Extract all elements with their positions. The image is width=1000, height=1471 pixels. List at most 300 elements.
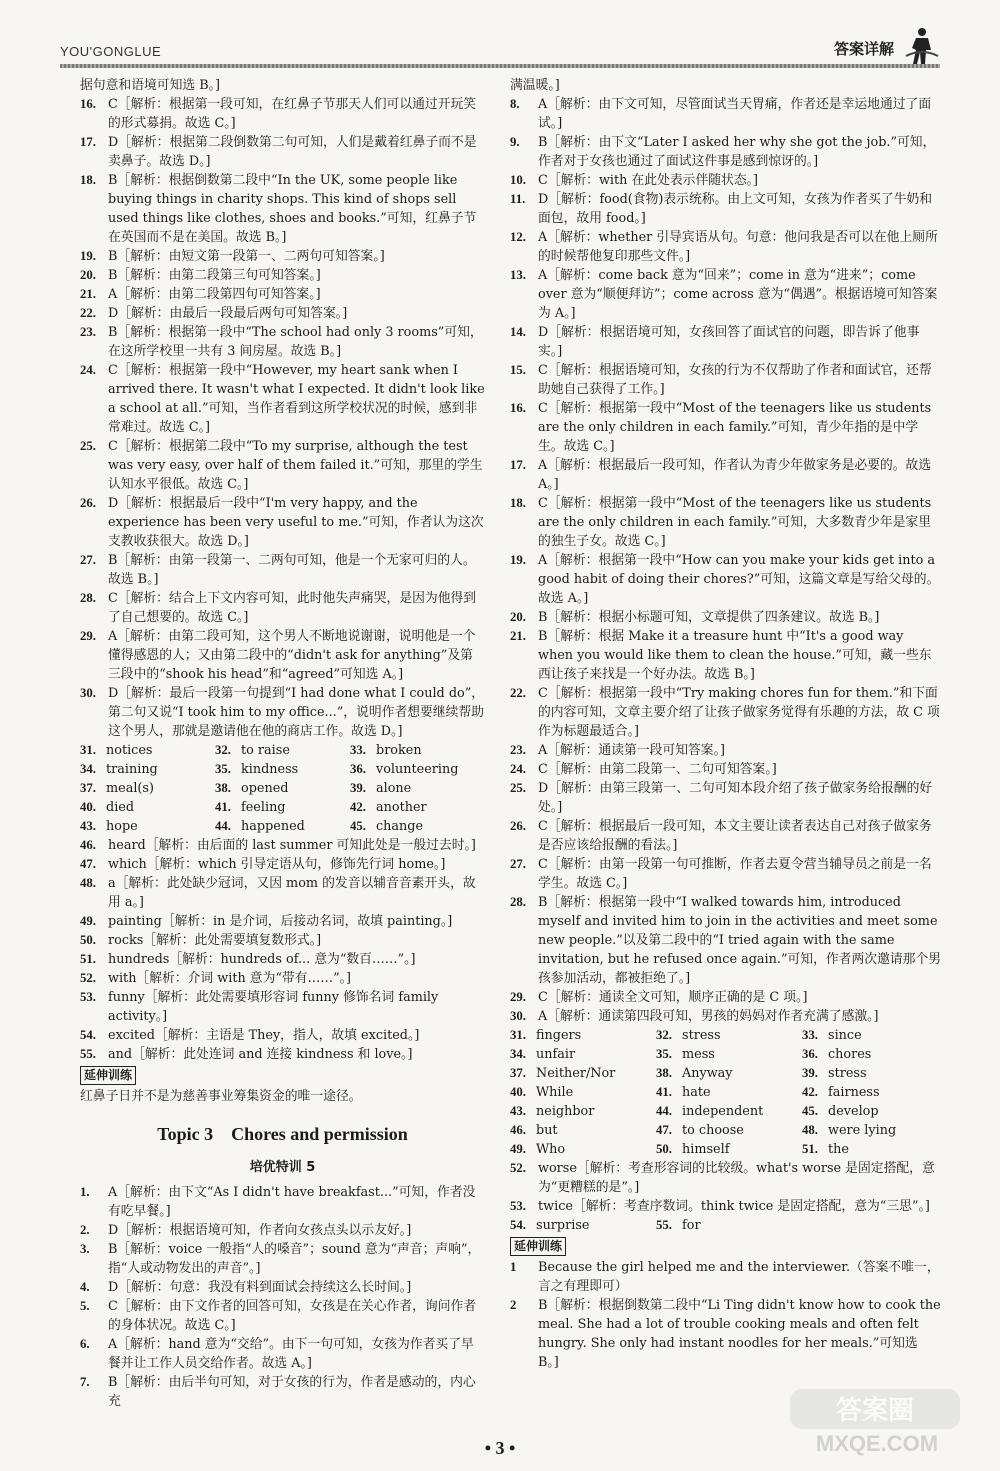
- answer-item: [510, 266, 942, 323]
- answer-item: [80, 988, 485, 1026]
- answer-item: [80, 627, 485, 684]
- item-text: were lying: [828, 1123, 897, 1138]
- item-number: 9.: [510, 135, 520, 149]
- answer-item: [80, 304, 485, 323]
- answer-item: [80, 1183, 485, 1221]
- item-number: 49.: [80, 914, 96, 928]
- grid-answer: [510, 1216, 656, 1235]
- item-number: 1: [510, 1260, 517, 1274]
- item-number: 16.: [80, 97, 96, 111]
- grid-answer: [80, 817, 215, 836]
- item-text: D［解析：由第三段第一、二句可知本段介绍了孩子做家务给报酬的好处。]: [538, 781, 933, 815]
- item-text: hundreds［解析：hundreds of... 意为“数百……”。]: [108, 952, 416, 967]
- item-number: 35.: [215, 762, 231, 776]
- grid-answer: [350, 760, 485, 779]
- grid-answer: [802, 1102, 942, 1121]
- item-number: 24.: [80, 363, 96, 377]
- extension-section: [510, 1235, 942, 1372]
- item-text: meal(s): [106, 781, 154, 796]
- item-text: a［解析：此处缺少冠词，又因 mom 的发音以辅音音素开头，故用 a。]: [108, 876, 476, 910]
- answer-item: [80, 171, 485, 247]
- item-number: 36.: [802, 1047, 818, 1061]
- grid-answer: [802, 1121, 942, 1140]
- item-text: with［解析：介词 with 意为“带有……”。]: [108, 971, 352, 986]
- answer-item: [510, 456, 942, 494]
- item-number: 33.: [802, 1028, 818, 1042]
- item-number: 44.: [656, 1104, 672, 1118]
- grid-answer: [510, 1083, 656, 1102]
- answer-item: [80, 836, 485, 855]
- item-number: 31.: [510, 1028, 526, 1042]
- item-text: While: [536, 1085, 574, 1100]
- item-number: 39.: [350, 781, 366, 795]
- item-number: 42.: [350, 800, 366, 814]
- item-number: 33.: [350, 743, 366, 757]
- item-text: A［解析：由下文可知，尽管面试当天胃痛，作者还是幸运地通过了面试。]: [538, 97, 932, 131]
- item-text: D［解析：最后一段第一句提到“I had done what I could do”，第二句又说“I took him to my office...”，说明作者想要继续帮助这个男人，那就是邀请他在他的商店工作。故选 D。]: [108, 686, 485, 739]
- grid-answer: [802, 1140, 942, 1159]
- extension-section: [80, 1064, 485, 1106]
- grid-answer: [350, 798, 485, 817]
- item-number: 27.: [80, 553, 96, 567]
- item-text: to choose: [682, 1123, 744, 1138]
- item-text: C［解析：根据第二段中“To my surprise, although the test was very easy, over half of them failed it.”可知，那里的学生认知水平很低。故选 C。]: [108, 439, 483, 492]
- item-number: 21.: [80, 287, 96, 301]
- grid-answer: [510, 1121, 656, 1140]
- item-number: 6.: [80, 1337, 90, 1351]
- item-number: 44.: [215, 819, 231, 833]
- item-text: C［解析：根据第一段可知，在红鼻子节那天人们可以通过开玩笑的形式募捐。故选 C。]: [108, 97, 477, 131]
- item-text: B［解析：由下文“Later I asked her why she got the job.”可知，作者对于女孩也通过了面试这件事是感到惊讶的。]: [538, 135, 936, 169]
- item-text: twice［解析：考查序数词。think twice 是固定搭配，意为“三思”。]: [538, 1199, 930, 1214]
- item-number: 18.: [510, 496, 526, 510]
- answer-item: [80, 133, 485, 171]
- item-number: 25.: [80, 439, 96, 453]
- item-text: worse［解析：考查形容词的比较级。what's worse 是固定搭配，意为“更糟糕的是”。]: [538, 1161, 935, 1195]
- answer-list: [510, 76, 942, 1026]
- item-number: 54.: [80, 1028, 96, 1042]
- item-text: stress: [828, 1066, 867, 1081]
- answer-item: [80, 1335, 485, 1373]
- item-text: hate: [682, 1085, 711, 1100]
- item-text: Because the girl helped me and the interviewer.（答案不唯一，言之有理即可）: [538, 1260, 940, 1294]
- item-text: another: [376, 800, 427, 815]
- item-number: 4.: [80, 1280, 90, 1294]
- item-text: A［解析：通读第四段可知，男孩的妈妈对作者充满了感激。]: [538, 1009, 879, 1024]
- item-number: 15.: [510, 363, 526, 377]
- item-number: 43.: [510, 1104, 526, 1118]
- item-number: 53.: [80, 990, 96, 1004]
- answer-item: [80, 1297, 485, 1335]
- item-number: 29.: [510, 990, 526, 1004]
- answer-item: [510, 988, 942, 1007]
- grid-answer: [80, 779, 215, 798]
- item-number: 34.: [80, 762, 96, 776]
- answer-item: [80, 1240, 485, 1278]
- item-text: surprise: [536, 1218, 590, 1233]
- item-number: 20.: [510, 610, 526, 624]
- item-number: 22.: [510, 686, 526, 700]
- item-text: 满温暖。]: [510, 78, 560, 93]
- item-text: alone: [376, 781, 412, 796]
- item-text: C［解析：通读全文可知，顺序正确的是 C 项。]: [538, 990, 808, 1005]
- item-number: 19.: [80, 249, 96, 263]
- item-number: 21.: [510, 629, 526, 643]
- item-number: 22.: [80, 306, 96, 320]
- grid-answer: [215, 779, 350, 798]
- item-number: 48.: [802, 1123, 818, 1137]
- grid-answer: [802, 1026, 942, 1045]
- item-number: 10.: [510, 173, 526, 187]
- item-text: C［解析：with 在此处表示伴随状态。]: [538, 173, 759, 188]
- item-text: C［解析：由第二段第一、二句可知答案。]: [538, 762, 777, 777]
- answer-item: [80, 1026, 485, 1045]
- item-number: 23.: [80, 325, 96, 339]
- item-text: change: [376, 819, 424, 834]
- runner-logo-icon: [904, 26, 940, 66]
- item-text: A［解析：由下文“As I didn't have breakfast...”可知，作者没有吃早餐。]: [108, 1185, 476, 1219]
- item-text: volunteering: [376, 762, 459, 777]
- answer-item: [80, 494, 485, 551]
- item-number: 35.: [656, 1047, 672, 1061]
- item-number: 45.: [802, 1104, 818, 1118]
- grid-answer: [215, 760, 350, 779]
- item-number: 40.: [510, 1085, 526, 1099]
- item-text: B［解析：根据第一段中“The school had only 3 rooms”可知，在这所学校里一共有 3 间房屋。故选 B。]: [108, 325, 483, 359]
- item-text: C［解析：根据最后一段可知，本文主要让读者表达自己对孩子做家务是否应该给报酬的看法。]: [538, 819, 932, 853]
- item-number: 3.: [80, 1242, 90, 1256]
- answer-list: [80, 76, 485, 741]
- item-text: and［解析：此处连词 and 连接 kindness 和 love。]: [108, 1047, 413, 1062]
- item-number: 55.: [80, 1047, 96, 1061]
- answer-list: [510, 1159, 942, 1216]
- item-text: which［解析：which 引导定语从句，修饰先行词 home。]: [108, 857, 446, 872]
- item-number: 47.: [656, 1123, 672, 1137]
- answer-item: [80, 855, 485, 874]
- item-number: 51.: [80, 952, 96, 966]
- answer-item: [80, 1221, 485, 1240]
- item-number: 17.: [510, 458, 526, 472]
- item-text: A［解析：whether 引导宾语从句。句意：他问我是否可以在他上厕所的时候帮他复印那些文件。]: [538, 230, 938, 264]
- item-number: 38.: [215, 781, 231, 795]
- item-number: 34.: [510, 1047, 526, 1061]
- answer-item: [510, 228, 942, 266]
- item-text: unfair: [536, 1047, 576, 1062]
- item-text: B［解析：根据倒数第二段中“Li Ting didn't know how to cook the meal. She had a lot of trouble cooking meals and often felt hungry. She only had instant noodles for her meals.”可知选 B。]: [538, 1298, 941, 1370]
- answer-grid: [510, 1026, 942, 1159]
- grid-answer: [510, 1045, 656, 1064]
- answer-item: [510, 399, 942, 456]
- item-number: 49.: [510, 1142, 526, 1156]
- answer-item: [510, 817, 942, 855]
- page-number: • 3 •: [484, 1438, 516, 1458]
- item-number: 37.: [80, 781, 96, 795]
- item-text: broken: [376, 743, 422, 758]
- item-number: 20.: [80, 268, 96, 282]
- item-text: D［解析：根据最后一段中“I'm very happy, and the experience has been very useful to me.”可知，作者认为这次支教收获很大。故选 D。]: [108, 496, 484, 549]
- item-number: 40.: [80, 800, 96, 814]
- item-text: died: [106, 800, 135, 815]
- page-header: [60, 30, 940, 68]
- grid-answer: [80, 798, 215, 817]
- extension-label: 延伸训练: [80, 1066, 136, 1085]
- item-number: 19.: [510, 553, 526, 567]
- answer-item: [80, 551, 485, 589]
- item-text: Neither/Nor: [536, 1066, 616, 1081]
- topic-subtitle: 培优特训 5: [249, 1160, 316, 1175]
- header-title: 答案详解: [833, 40, 894, 58]
- extension-list: [510, 1258, 942, 1372]
- item-text: hope: [106, 819, 138, 834]
- grid-answer: [80, 760, 215, 779]
- grid-answer: [510, 1064, 656, 1083]
- item-number: 54.: [510, 1218, 526, 1232]
- item-text: A［解析：come back 意为“回来”；come in 意为“进来”；come over 意为“顺便拜访”；come across 意为“偶遇”。根据语境可知答案为 A。]: [538, 268, 938, 321]
- grid-answer: [656, 1083, 802, 1102]
- item-text: A［解析：根据第一段中“How can you make your kids get into a good habit of doing their chores?”可知，这篇文章是写给父母的。故选 A。]: [538, 553, 940, 606]
- item-text: since: [828, 1028, 862, 1043]
- item-text: 据句意和语境可知选 B。]: [80, 78, 221, 93]
- item-number: 36.: [350, 762, 366, 776]
- item-number: 30.: [80, 686, 96, 700]
- item-text: Who: [536, 1142, 566, 1157]
- item-number: 31.: [80, 743, 96, 757]
- item-text: training: [106, 762, 158, 777]
- brand-text: YOU'GONGLUE: [60, 44, 162, 59]
- left-column: [80, 76, 485, 1411]
- item-text: B［解析：由后半句可知，对于女孩的行为，作者是感动的，内心充: [108, 1375, 476, 1409]
- answer-item: [510, 893, 942, 988]
- item-number: 2.: [80, 1223, 90, 1237]
- item-text: B［解析：根据倒数第二段中“In the UK, some people like buying things in charity shops. This kind of shops sell used things like clothes, shoes and books.”可知，红鼻子节在英国而不是在美国。故选 B。]: [108, 173, 477, 245]
- item-number: 48.: [80, 876, 96, 890]
- answer-item: [510, 323, 942, 361]
- item-number: 7.: [80, 1375, 90, 1389]
- answer-item: [510, 627, 942, 684]
- item-text: for: [682, 1218, 701, 1233]
- item-text: D［解析：由最后一段最后两句可知答案。]: [108, 306, 348, 321]
- item-number: 38.: [656, 1066, 672, 1080]
- grid-answer: [80, 741, 215, 760]
- item-number: 37.: [510, 1066, 526, 1080]
- item-text: C［解析：根据第一段中“Most of the teenagers like us students are the only children in each family.”可知，青少年指的是中学生。故选 C。]: [538, 401, 932, 454]
- right-column: [510, 76, 942, 1372]
- item-number: 52.: [80, 971, 96, 985]
- answer-item: [80, 874, 485, 912]
- answer-item: [510, 171, 942, 190]
- item-number: 27.: [510, 857, 526, 871]
- answer-item: [80, 589, 485, 627]
- item-number: 24.: [510, 762, 526, 776]
- item-text: D［解析：根据第二段倒数第二句可知，人们是戴着红鼻子而不是卖鼻子。故选 D。]: [108, 135, 477, 169]
- item-text: A［解析：由第二段可知，这个男人不断地说谢谢，说明他是一个懂得感恩的人；又由第二段中的“didn't ask for anything”及第三段中的“shook his head”和“agreed”可知选 A。]: [108, 629, 476, 682]
- item-number: 32.: [656, 1028, 672, 1042]
- answer-item: [510, 361, 942, 399]
- item-text: Anyway: [682, 1066, 733, 1081]
- answer-item: [510, 76, 942, 95]
- item-text: C［解析：结合上下文内容可知，此时他失声痛哭，是因为他得到了自己想要的。故选 C。]: [108, 591, 477, 625]
- item-text: B［解析：根据第一段中“I walked towards him, introduced myself and invited him to join in the activities and meet some new people.”以及第二段中的“I tried again with the same invitation, but he refused once again.”可知，作者两次邀请那个男孩参加活动，都被拒绝了。]: [538, 895, 942, 986]
- item-number: 42.: [802, 1085, 818, 1099]
- item-number: 41.: [656, 1085, 672, 1099]
- answer-item: [80, 1373, 485, 1411]
- answer-item: [80, 285, 485, 304]
- item-number: 8.: [510, 97, 520, 111]
- grid-answer: [656, 1216, 802, 1235]
- extension-text: 红鼻子日并不是为慈善事业筹集资金的唯一途径。: [80, 1089, 362, 1104]
- item-text: D［解析：food(食物)表示统称。由上文可知，女孩为作者买了牛奶和面包，故用 food。]: [538, 192, 933, 226]
- answer-grid: [510, 1216, 942, 1235]
- item-text: C［解析：根据语境可知，女孩的行为不仅帮助了作者和面试官，还帮助她自己获得了工作。]: [538, 363, 932, 397]
- item-number: 55.: [656, 1218, 672, 1232]
- item-text: A［解析：通读第一段可知答案。]: [538, 743, 725, 758]
- item-text: D［解析：根据语境可知，作者向女孩点头以示友好。]: [108, 1223, 412, 1238]
- item-text: opened: [241, 781, 289, 796]
- answer-item: [510, 1007, 942, 1026]
- item-text: excited［解析：主语是 They，指人，故填 excited。]: [108, 1028, 420, 1043]
- item-number: 25.: [510, 781, 526, 795]
- grid-answer: [510, 1026, 656, 1045]
- answer-item: [80, 361, 485, 437]
- item-number: 29.: [80, 629, 96, 643]
- item-text: independent: [682, 1104, 764, 1119]
- item-number: 32.: [215, 743, 231, 757]
- grid-answer: [656, 1064, 802, 1083]
- item-number: 46.: [80, 838, 96, 852]
- answer-item: [510, 855, 942, 893]
- grid-answer: [510, 1140, 656, 1159]
- answer-item: [80, 969, 485, 988]
- item-number: 12.: [510, 230, 526, 244]
- item-number: 1.: [80, 1185, 90, 1199]
- item-text: funny［解析：此处需要填形容词 funny 修饰名词 family activity。]: [108, 990, 439, 1024]
- item-text: B［解析：根据 Make it a treasure hunt 中“It's a good way when you would like them to clean the house.”可知，藏一些东西让孩子来找是一个好办法。故选 B。]: [538, 629, 932, 682]
- extension-label: 延伸训练: [510, 1237, 566, 1256]
- item-number: 17.: [80, 135, 96, 149]
- item-number: 45.: [350, 819, 366, 833]
- item-text: A［解析：由第二段第四句可知答案。]: [108, 287, 321, 302]
- item-text: fingers: [536, 1028, 582, 1043]
- item-number: 50.: [80, 933, 96, 947]
- item-number: 11.: [510, 192, 526, 206]
- item-number: 50.: [656, 1142, 672, 1156]
- item-number: 26.: [510, 819, 526, 833]
- grid-answer: [802, 1083, 942, 1102]
- grid-answer: [350, 741, 485, 760]
- answer-item: [80, 437, 485, 494]
- answer-item: [510, 741, 942, 760]
- item-text: C［解析：根据第一段中“Try making chores fun for them.”和下面的内容可知，文章主要介绍了让孩子做家务觉得有乐趣的方法，故 C 项作为标题最适合。]: [538, 686, 940, 739]
- item-text: but: [536, 1123, 558, 1138]
- answer-item: [510, 494, 942, 551]
- header-rule: [60, 64, 940, 68]
- item-text: B［解析：由第二段第三句可知答案。]: [108, 268, 321, 283]
- item-number: 18.: [80, 173, 96, 187]
- item-text: the: [828, 1142, 849, 1157]
- item-number: 43.: [80, 819, 96, 833]
- answer-list: [80, 1183, 485, 1411]
- item-text: neighbor: [536, 1104, 595, 1119]
- item-number: 28.: [510, 895, 526, 909]
- item-text: C［解析：根据第一段中“However, my heart sank when I arrived there. It wasn't what I expected. It didn't look like a school at all.”可知，当作者看到这所学校状况的时候，感到非常难过。故选 C。]: [108, 363, 485, 435]
- grid-answer: [802, 1064, 942, 1083]
- item-text: heard［解析：由后面的 last summer 可知此处是一般过去时。]: [108, 838, 476, 853]
- answer-item: [510, 1159, 942, 1197]
- grid-answer: [350, 817, 485, 836]
- item-text: kindness: [241, 762, 299, 777]
- item-text: himself: [682, 1142, 730, 1157]
- grid-answer: [802, 1045, 942, 1064]
- item-text: C［解析：由第一段第一句可推断，作者去夏令营当辅导员之前是一名学生。故选 C。]: [538, 857, 932, 891]
- item-text: D［解析：根据语境可知，女孩回答了面试官的问题，即告诉了他事实。]: [538, 325, 920, 359]
- item-text: D［解析：句意：我没有料到面试会持续这么长时间。]: [108, 1280, 412, 1295]
- watermark-text: MXQE.COM: [815, 1431, 939, 1456]
- answer-item: [510, 133, 942, 171]
- item-text: B［解析：voice 一般指“人的嗓音”；sound 意为“声音；声响”，指“人或动物发出的声音”。]: [108, 1242, 481, 1276]
- answer-item: [80, 950, 485, 969]
- item-number: 52.: [510, 1161, 526, 1175]
- grid-answer: [656, 1140, 802, 1159]
- answer-item: [80, 247, 485, 266]
- item-number: 41.: [215, 800, 231, 814]
- watermark-logo: [782, 1385, 972, 1457]
- grid-answer: [656, 1045, 802, 1064]
- answer-item: [510, 551, 942, 608]
- item-text: stress: [682, 1028, 721, 1043]
- grid-answer: [215, 817, 350, 836]
- grid-answer: [656, 1102, 802, 1121]
- item-text: B［解析：由第一段第一、二两句可知，他是一个无家可归的人。故选 B。]: [108, 553, 476, 587]
- answer-item: [80, 1278, 485, 1297]
- item-text: B［解析：根据小标题可知，文章提供了四条建议。故选 B。]: [538, 610, 880, 625]
- item-number: 46.: [510, 1123, 526, 1137]
- item-text: C［解析：由下文作者的回答可知，女孩是在关心作者，询问作者的身体状况。故选 C。]: [108, 1299, 477, 1333]
- item-number: 2: [510, 1298, 517, 1312]
- item-number: 39.: [802, 1066, 818, 1080]
- item-text: to raise: [241, 743, 290, 758]
- item-number: 13.: [510, 268, 526, 282]
- answer-item: [80, 931, 485, 950]
- item-text: A［解析：hand 意为“交给”。由下一句可知，女孩为作者买了早餐并让工作人员交给作者。故选 A。]: [108, 1337, 474, 1371]
- answer-item: [510, 190, 942, 228]
- item-number: 23.: [510, 743, 526, 757]
- item-number: 30.: [510, 1009, 526, 1023]
- item-number: 28.: [80, 591, 96, 605]
- answer-item: [510, 684, 942, 741]
- item-text: feeling: [241, 800, 286, 815]
- item-text: develop: [828, 1104, 879, 1119]
- grid-answer: [215, 741, 350, 760]
- item-number: 47.: [80, 857, 96, 871]
- item-text: painting［解析：in 是介词，后接动名词，故填 painting。]: [108, 914, 453, 929]
- answer-item: [80, 684, 485, 741]
- answer-item: [510, 608, 942, 627]
- item-number: 26.: [80, 496, 96, 510]
- answer-item: [80, 1045, 485, 1064]
- item-number: 5.: [80, 1299, 90, 1313]
- item-text: fairness: [828, 1085, 880, 1100]
- grid-answer: [215, 798, 350, 817]
- item-text: mess: [682, 1047, 715, 1062]
- item-text: notices: [106, 743, 153, 758]
- extension-item: [510, 1258, 942, 1296]
- item-number: 16.: [510, 401, 526, 415]
- answer-item: [80, 323, 485, 361]
- item-text: A［解析：根据最后一段可知，作者认为青少年做家务是必要的。故选 A。]: [538, 458, 932, 492]
- answer-item: [80, 76, 485, 95]
- answer-item: [510, 779, 942, 817]
- item-text: C［解析：根据第一段中“Most of the teenagers like us students are the only children in each family.”可知，大多数青少年是家里的独生子女。故选 C。]: [538, 496, 932, 549]
